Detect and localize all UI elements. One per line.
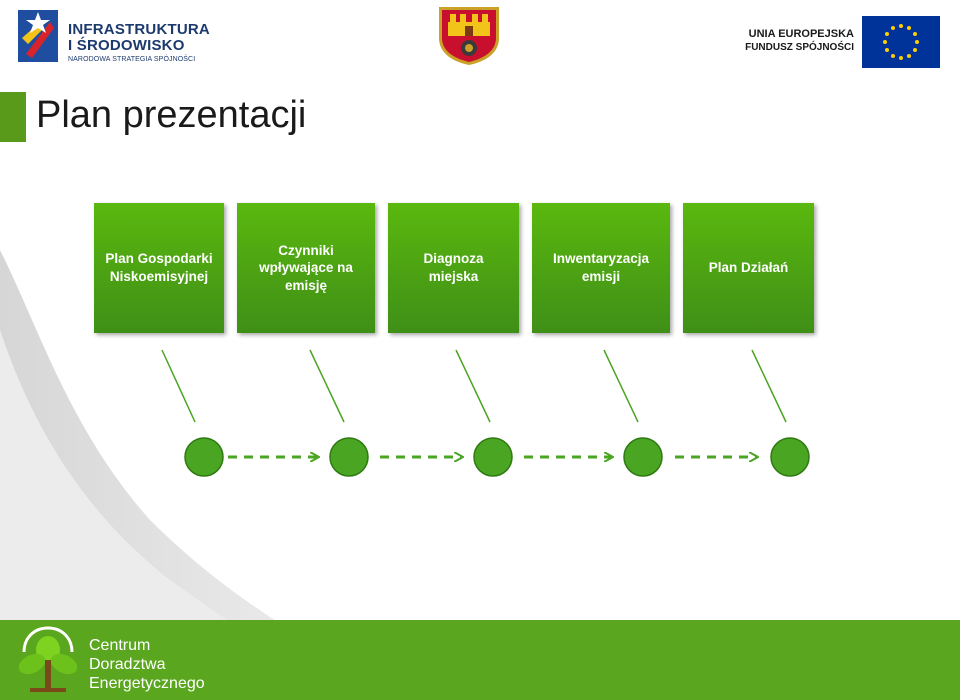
pointer-line-5 [752,350,786,422]
step-label-4: Inwentaryzacja emisji [552,251,650,284]
footer-line-3: Energetycznego [89,675,205,692]
pointer-line-2 [310,350,344,422]
footer-brand [89,636,205,693]
slide-title: Plan prezentacji [36,94,307,136]
eu-flag-icon [862,16,940,68]
step-box-1 [94,203,224,333]
infrastruktura-logo [16,8,210,66]
step-box-3 [388,203,519,333]
eu-line-1: UNIA EUROPEJSKA [748,28,854,40]
infrastruktura-star-icon [16,8,62,64]
pointer-line-3 [456,350,490,422]
timeline [0,340,960,490]
logo-line-1: INFRASTRUKTURA [68,21,210,38]
step-box-4 [532,203,670,333]
step-label-3: Diagnoza miejska [423,251,484,284]
timeline-node-5 [771,438,809,476]
step-box-2 [237,203,375,333]
step-label-5: Plan Działań [708,260,789,276]
step-label-2: Czynniki wpływające na emisję [259,242,353,293]
timeline-node-4 [624,438,662,476]
logo-line-3: NARODOWA STRATEGIA SPÓJNOŚCI [68,56,196,63]
logo-line-2: I ŚRODOWISKO [68,37,185,54]
step-box-5 [683,203,814,333]
pointer-line-1 [162,350,195,422]
timeline-node-3 [474,438,512,476]
eu-logo-text [740,28,854,53]
footer-line-2: Doradztwa [89,656,166,673]
city-crest-icon [436,4,502,66]
footer-line-1: Centrum [89,637,151,654]
pointer-lines [162,350,786,422]
eu-line-2: FUNDUSZ SPÓJNOŚCI [745,42,854,53]
timeline-node-1 [185,438,223,476]
timeline-node-2 [330,438,368,476]
title-accent-bar [0,92,26,142]
step-label-1: Plan Gospodarki Niskoemisyjnej [105,251,213,284]
pointer-line-4 [604,350,638,422]
tree-logo-icon [10,624,86,696]
